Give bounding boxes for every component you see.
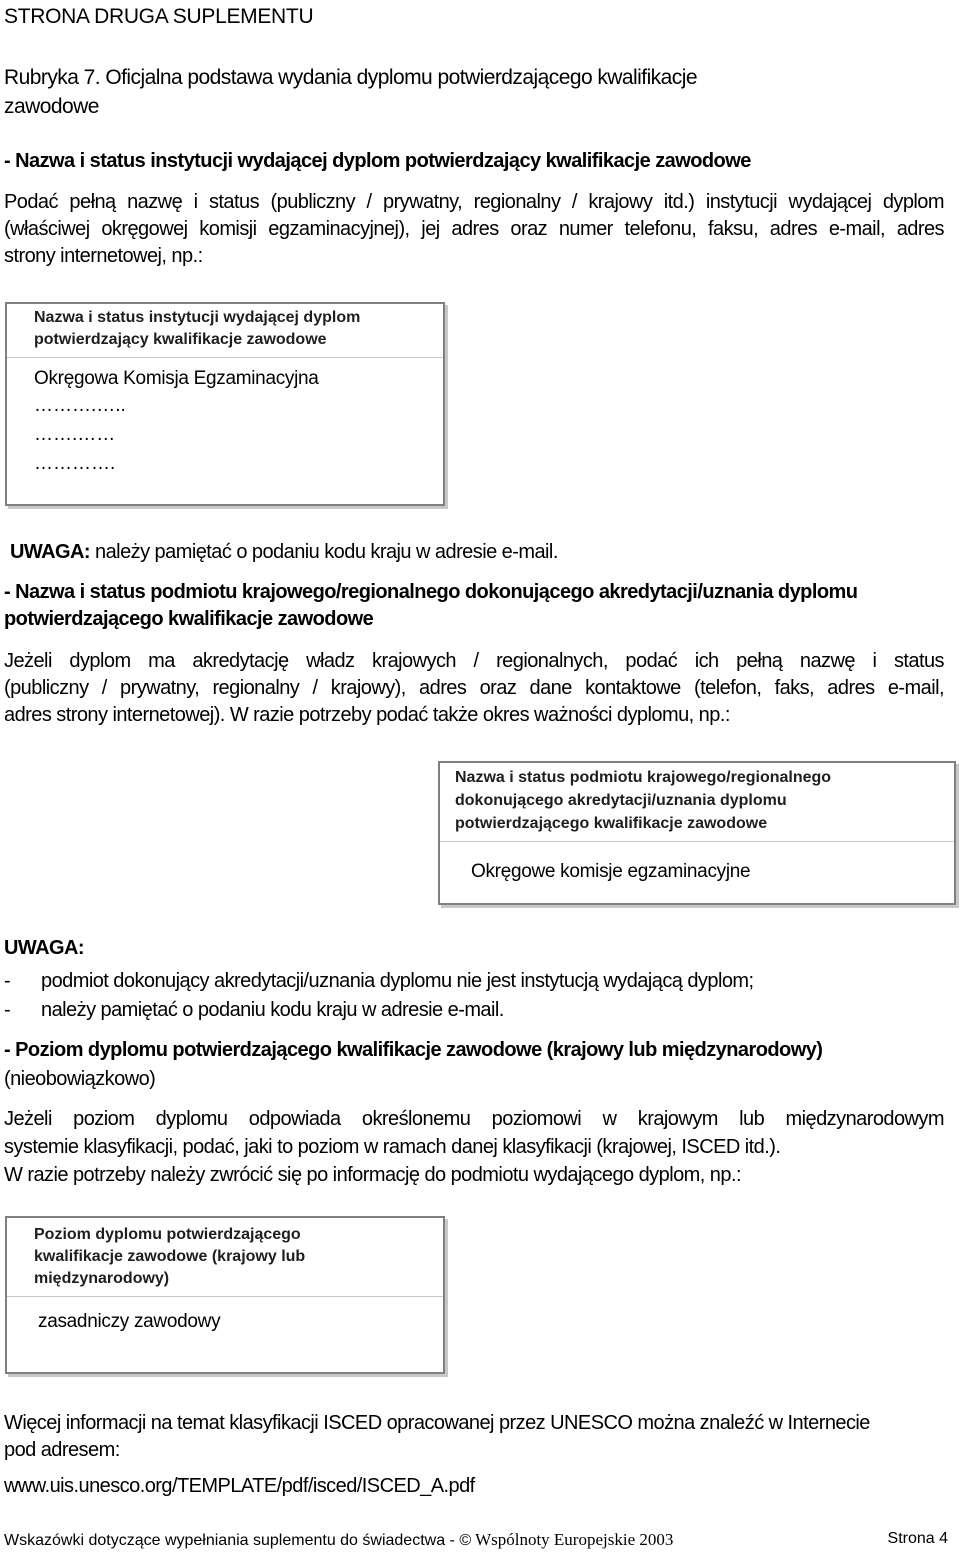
accreditation-note-list bbox=[4, 967, 754, 1025]
level-heading-line1: - Poziom dyplomu potwierdzającego kwalifikacje zawodowe (krajowy lub międzynarodowy) bbox=[4, 1039, 823, 1061]
accreditation-desc-line2: (publiczny / prywatny, regionalny / krajowy), adres oraz dane kontaktowe (telefon, faks, adres e-mail, bbox=[4, 677, 944, 699]
institution-description bbox=[4, 189, 944, 270]
institution-note bbox=[10, 539, 558, 566]
section-title-line2: zawodowe bbox=[4, 95, 99, 118]
isced-line2: pod adresem: bbox=[4, 1439, 120, 1461]
institution-note-label: UWAGA: bbox=[10, 541, 91, 563]
footer-left-text: Wskazówki dotyczące wypełniania suplementu do świadectwa - bbox=[4, 1532, 460, 1549]
accreditation-description bbox=[4, 648, 944, 729]
level-box-label-line1: Poziom dyplomu potwierdzającego bbox=[34, 1226, 301, 1243]
level-box-label bbox=[7, 1218, 443, 1297]
accreditation-note-label: UWAGA: bbox=[4, 937, 85, 959]
isced-url[interactable]: www.uis.unesco.org/TEMPLATE/pdf/isced/ISCED_A.pdf bbox=[4, 1475, 475, 1497]
level-heading bbox=[4, 1036, 822, 1094]
institution-example-box bbox=[5, 302, 445, 506]
accreditation-heading-line2: potwierdzającego kwalifikacje zawodowe bbox=[4, 608, 374, 630]
accreditation-example-box bbox=[438, 761, 956, 905]
accreditation-desc-line3: adres strony internetowej). W razie potrzeby podać także okres ważności dyplomu, np.: bbox=[4, 704, 730, 726]
level-box-label-line2: kwalifikacje zawodowe (krajowy lub bbox=[34, 1248, 306, 1265]
institution-box-dots-2: …….…… bbox=[34, 424, 116, 445]
accreditation-note-item bbox=[4, 996, 754, 1025]
isced-line1: Więcej informacji na temat klasyfikacji ISCED opracowanej przez UNESCO można znaleźć w Internecie bbox=[4, 1412, 870, 1434]
accreditation-box-label-line3: potwierdzającego kwalifikacje zawodowe bbox=[455, 815, 768, 832]
section-title-line1: Rubryka 7. Oficjalna podstawa wydania dyplomu potwierdzającego kwalifikacje bbox=[4, 66, 697, 89]
institution-box-label-line2: potwierdzający kwalifikacje zawodowe bbox=[34, 331, 327, 348]
copyright-icon: © bbox=[459, 1532, 472, 1549]
level-desc-line1: Jeżeli poziom dyplomu odpowiada określonemu poziomowi w krajowym lub międzynarodowym bbox=[4, 1108, 944, 1130]
header-title: STRONA DRUGA SUPLEMENTU bbox=[4, 5, 314, 28]
accreditation-heading-line1: - Nazwa i status podmiotu krajowego/regionalnego dokonującego akredytacji/uznania dyplomu bbox=[4, 581, 858, 603]
level-example-box bbox=[5, 1216, 445, 1374]
footer-org: Wspólnoty Europejskie 2003 bbox=[471, 1530, 674, 1549]
accreditation-note-item bbox=[4, 967, 754, 996]
section-title bbox=[4, 63, 697, 121]
list-bullet: - bbox=[4, 970, 11, 992]
level-desc-line2: systemie klasyfikacji, podać, jaki to poziom w ramach danej klasyfikacji (krajowej, ISCED itd.). bbox=[4, 1136, 781, 1158]
isced-info bbox=[4, 1410, 870, 1464]
accreditation-heading bbox=[4, 579, 857, 633]
accreditation-box-value: Okręgowe komisje egzaminacyjne bbox=[471, 861, 751, 882]
accreditation-desc-line1: Jeżeli dyplom ma akredytację władz krajowych / regionalnych, podać ich pełną nazwę i status bbox=[4, 650, 944, 672]
institution-box-label-line1: Nazwa i status instytucji wydającej dyplom bbox=[34, 309, 361, 326]
accreditation-box-label bbox=[440, 763, 954, 842]
institution-desc-line1: Podać pełną nazwę i status (publiczny / prywatny, regionalny / krajowy itd.) instytucji wydającej dyplom bbox=[4, 191, 944, 213]
institution-note-text: należy pamiętać o podaniu kodu kraju w adresie e-mail. bbox=[90, 541, 558, 563]
institution-box-label bbox=[7, 304, 443, 358]
page-number: Strona 4 bbox=[887, 1530, 948, 1547]
accreditation-note-item-text: podmiot dokonujący akredytacji/uznania dyplomu nie jest instytucją wydającą dyplom; bbox=[41, 970, 754, 992]
institution-box-dots-3: …………. bbox=[34, 453, 116, 474]
level-desc-line3: W razie potrzeby należy zwrócić się po informację do podmiotu wydającego dyplom, np.: bbox=[4, 1164, 741, 1186]
level-box-label-line3: międzynarodowy) bbox=[34, 1270, 170, 1287]
level-description bbox=[4, 1105, 944, 1189]
level-box-value: zasadniczy zawodowy bbox=[38, 1311, 221, 1332]
institution-desc-line3: strony internetowej, np.: bbox=[4, 245, 203, 267]
list-bullet: - bbox=[4, 999, 11, 1021]
page-header bbox=[4, 3, 313, 30]
accreditation-box-label-line1: Nazwa i status podmiotu krajowego/regionalnego bbox=[455, 769, 832, 786]
page-footer bbox=[4, 1530, 948, 1550]
institution-desc-line2: (właściwej okręgowej komisji egzaminacyjnej), jej adres oraz numer telefonu, faksu, adres e-mail, adres bbox=[4, 218, 944, 240]
institution-heading: - Nazwa i status instytucji wydającej dyplom potwierdzający kwalifikacje zawodowe bbox=[4, 150, 751, 172]
institution-box-value: Okręgowa Komisja Egzaminacyjna bbox=[34, 368, 319, 389]
accreditation-note-item-text: należy pamiętać o podaniu kodu kraju w adresie e-mail. bbox=[41, 999, 504, 1021]
institution-box-dots-1: ……….….. bbox=[34, 395, 126, 416]
level-optional: (nieobowiązkowo) bbox=[4, 1068, 156, 1090]
accreditation-box-label-line2: dokonującego akredytacji/uznania dyplomu bbox=[455, 792, 787, 809]
